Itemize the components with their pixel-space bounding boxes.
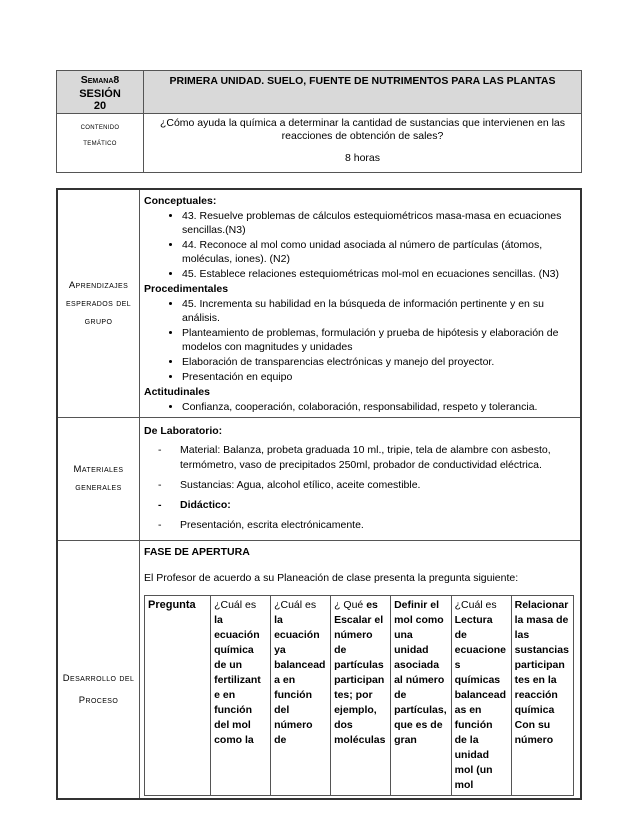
list-item: • 44. Reconoce al mol como unidad asociada al número de partículas (átomos, moléculas, iones). (N2) [182,238,574,266]
list-item: - Material: Balanza, probeta graduada 10 ml., tripie, tela de alambre con asbesto, termómetro, vaso de precipitados 250ml, probador de conductividad eléctrica. [158,443,574,473]
actitudinales-list [144,400,574,414]
laboratorio-title: De Laboratorio: [144,425,223,437]
content-question-cell [144,114,582,173]
materiales-list [144,443,574,533]
question-col [391,596,452,796]
aprendizajes-content-cell [140,189,582,418]
session-number: 20 [93,100,107,112]
content-question-line1: ¿Cómo ayuda la química a determinar la cantidad de sustancias que intervienen en las [159,117,566,129]
fase-title: FASE DE APERTURA [144,546,250,558]
question-table [144,595,574,796]
question-col-bold: la ecuación ya balancead a en función del número de [274,614,326,746]
list-item: • Elaboración de transparencias electrónicas y manejo del proyector. [182,355,574,369]
list-item: - Presentación, escrita electrónicamente. [158,518,574,533]
procedimentales-list [144,297,574,384]
question-col [211,596,271,796]
aprendizajes-label [58,277,139,331]
question-col-bold: Relacionar la masa de las sustancias participan tes en la reacción química Con su número [514,599,569,746]
hours-text: 8 horas [344,152,381,164]
aprendizajes-label-1: Aprendizajes [68,279,129,291]
list-item: • 43. Resuelve problemas de cálculos estequiométricos masa-masa en ecuaciones sencillas.(N3) [182,209,574,237]
question-col-normal: ¿ Qué [334,599,364,611]
list-item: • 45. Establece relaciones estequiométricas mol-mol en ecuaciones sencillas. (N3) [182,267,574,281]
session-label: SESIÓN [79,88,121,100]
question-col [451,596,511,796]
question-col [271,596,331,796]
unit-title-cell [144,71,582,114]
question-col-normal: ¿Cuál es [454,599,497,611]
desarrollo-label-2: Proceso [78,694,119,706]
question-col-bold: Definir el mol como una unidad asociada al número de partículas, que es de gran [394,599,447,746]
aprendizajes-label-cell [57,189,140,418]
content-label-2: temático [83,137,117,147]
list-item: • 45. Incrementa su habilidad en la búsqueda de información pertinente y en su análisis. [182,297,574,325]
session-cell [57,71,144,114]
conceptuales-list [144,209,574,281]
conceptuales-title: Conceptuales: [144,195,217,207]
desarrollo-content-cell [140,541,582,800]
aprendizajes-label-2: esperados del [65,297,132,309]
list-item: - Didáctico: [158,498,574,513]
list-item: - Sustancias: Agua, alcohol etílico, aceite comestible. [158,478,574,493]
unit-title: PRIMERA UNIDAD. SUELO, FUENTE DE NUTRIMENTOS PARA LAS PLANTAS [169,75,556,87]
desarrollo-label [58,668,139,712]
materiales-label-1: Materiales [73,464,124,475]
content-label-cell [57,114,144,173]
actitudinales-title: Actitudinales [144,386,210,398]
materiales-content-cell [140,418,582,541]
question-col-bold: la ecuación química de un fertilizant e en función del mol como la [214,614,261,746]
question-col-bold: es Escalar el número de partículas participan tes; por ejemplo, dos moléculas [334,599,386,746]
materiales-label [58,461,139,497]
question-col [331,596,391,796]
list-item: • Planteamiento de problemas, formulación y prueba de hipótesis y elaboración de modelos con magnitudes y unidades [182,326,574,354]
week-label: Semana8 [80,74,120,86]
question-col-normal: ¿Cuál es [214,599,257,611]
list-item: • Confianza, cooperación, colaboración, responsabilidad, respeto y tolerancia. [182,400,574,414]
question-col [511,596,573,796]
materiales-label-2: generales [75,482,122,493]
question-col-bold: Lectura de ecuacione s químicas balancead as en función de la unidad mol (un mol [454,614,506,791]
question-col-normal: ¿Cuál es [274,599,317,611]
content-label-1: contenido [80,121,120,131]
procedimentales-title: Procedimentales [144,283,229,295]
aprendizajes-label-3: grupo [84,315,113,327]
list-item: • Presentación en equipo [182,370,574,384]
materiales-label-cell [57,418,140,541]
header-table [56,70,582,173]
content-question-line2: reacciones de obtención de sales? [281,130,444,142]
main-table [56,188,582,800]
fase-intro: El Profesor de acuerdo a su Planeación de clase presenta la pregunta siguiente: [144,572,519,584]
question-header: Pregunta [145,596,211,796]
desarrollo-label-cell [57,541,140,800]
desarrollo-label-1: Desarrollo del [62,672,135,684]
